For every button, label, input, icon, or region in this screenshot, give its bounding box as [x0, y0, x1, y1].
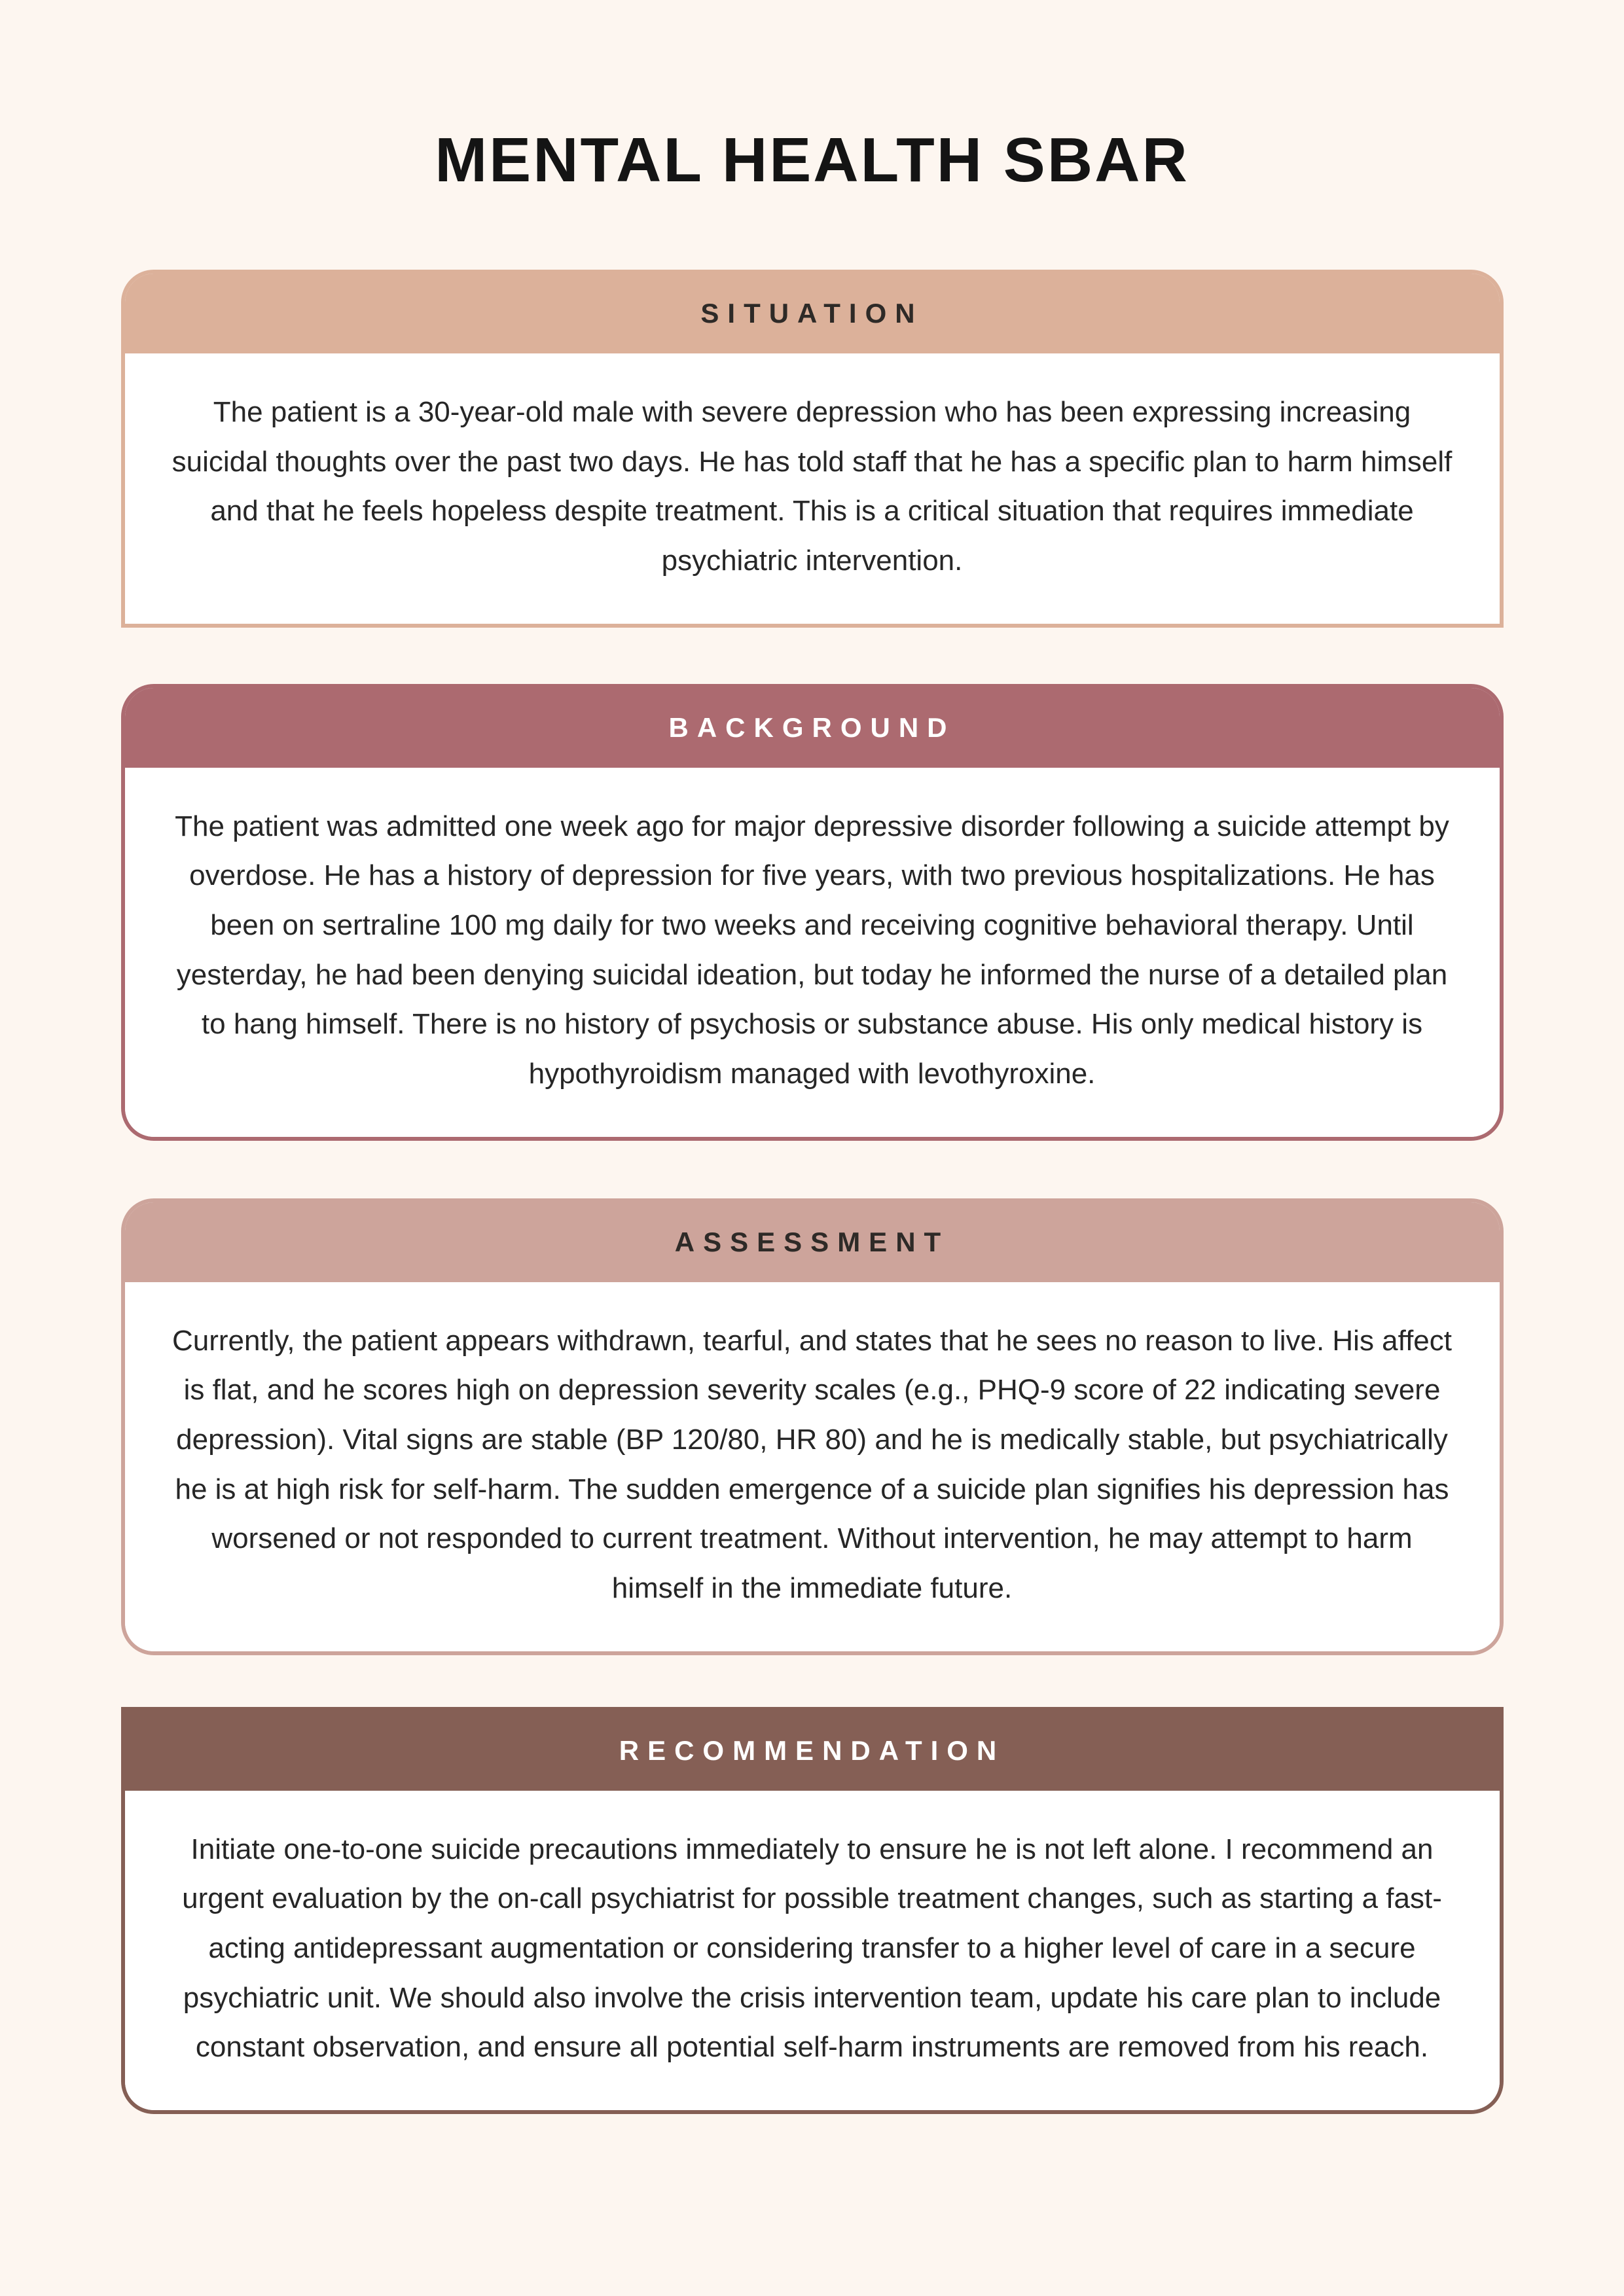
background-header-label: BACKGROUND — [668, 711, 956, 743]
situation-body-text: The patient is a 30-year-old male with severe depression who has been expressing increasing suicidal thoughts over the past two days. He has told staff that he has a specific plan to harm himself and that he feels hopeless despite treatment. This is a critical situation that requires immediate psychiatric intervention. — [125, 353, 1500, 624]
recommendation-header-label: RECOMMENDATION — [619, 1734, 1005, 1766]
recommendation-header-band — [125, 1711, 1500, 1791]
assessment-header-band — [125, 1202, 1500, 1282]
background-body-text: The patient was admitted one week ago for major depressive disorder following a suicide attempt by overdose. He has a history of depression for five years, with two previous hospitalizations. He has been on sertraline 100 mg daily for two weeks and receiving cognitive behavioral therapy. Until yesterday, he had been denying suicidal ideation, but today he informed the nurse of a detailed plan to hang himself. There is no history of psychosis or substance abuse. His only medical history is hypothyroidism managed with levothyroxine. — [125, 768, 1500, 1137]
assessment-header-label: ASSESSMENT — [674, 1226, 950, 1257]
page-title: MENTAL HEALTH SBAR — [435, 125, 1189, 195]
situation-header-label: SITUATION — [700, 298, 924, 329]
situation-header-band — [125, 274, 1500, 353]
assessment-section — [121, 1198, 1504, 1655]
recommendation-section — [121, 1707, 1504, 2114]
background-header-band — [125, 688, 1500, 768]
background-section — [121, 684, 1504, 1141]
recommendation-body-text: Initiate one-to-one suicide precautions immediately to ensure he is not left alone. I recommend an urgent evaluation by the on-call psychiatrist for possible treatment changes, such as starting a fast-acting antidepressant augmentation or considering transfer to a higher level of care in a secure psychiatric unit. We should also involve the crisis intervention team, update his care plan to include constant observation, and ensure all potential self-harm instruments are removed from his reach. — [125, 1791, 1500, 2110]
assessment-body-text: Currently, the patient appears withdrawn, tearful, and states that he sees no reason to live. His affect is flat, and he scores high on depression severity scales (e.g., PHQ-9 score of 22 indicating severe depression). Vital signs are stable (BP 120/80, HR 80) and he is medically stable, but psychiatrically he is at high risk for self-harm. The sudden emergence of a suicide plan signifies his depression has worsened or not responded to current treatment. Without intervention, he may attempt to harm himself in the immediate future. — [125, 1282, 1500, 1651]
situation-section — [121, 270, 1504, 628]
